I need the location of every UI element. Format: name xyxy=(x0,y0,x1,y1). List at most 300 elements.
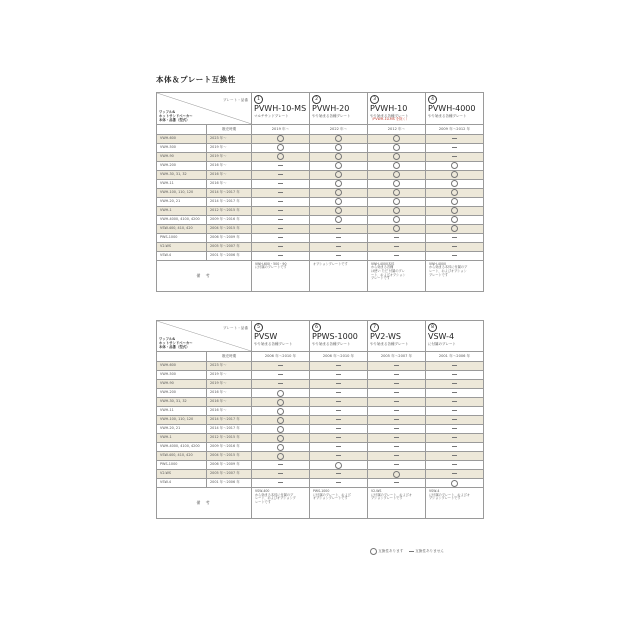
compat-cell xyxy=(426,233,484,242)
product-desc: やり始まる各種プレート xyxy=(312,114,351,118)
compat-cell xyxy=(426,188,484,197)
note-cell: VWH-4000 から始まる本体に付属のプ レート、およびオプション プレートです xyxy=(426,260,484,291)
dash-icon xyxy=(452,392,457,393)
model-cell: VWH-200 xyxy=(157,389,207,398)
note-cell: VSW-400 から始まる本体に付属のプ レート、およびオプションプ レートです xyxy=(252,488,310,519)
compat-cell xyxy=(426,470,484,479)
compat-cell xyxy=(368,134,426,143)
dash-icon xyxy=(452,374,457,375)
corner-plate-label: プレート・品番 xyxy=(222,326,248,330)
compat-cell xyxy=(252,152,310,161)
compat-cell xyxy=(426,434,484,443)
circle-icon xyxy=(393,198,400,205)
period-cell: 2009 年～2016 年 xyxy=(207,215,252,224)
table-row xyxy=(157,152,484,161)
dash-icon xyxy=(336,383,341,384)
circle-icon xyxy=(393,207,400,214)
circle-icon xyxy=(335,171,342,178)
circle-icon xyxy=(451,198,458,205)
model-col-header xyxy=(157,352,207,362)
compat-cell xyxy=(368,215,426,224)
page-title: 本体＆プレート互換性 xyxy=(156,75,236,84)
compat-cell xyxy=(368,170,426,179)
circle-icon xyxy=(277,453,284,460)
product-desc: やり始まる各種プレート xyxy=(312,342,351,346)
period-cell: 2004 年～2015 年 xyxy=(207,452,252,461)
compat-cell xyxy=(368,443,426,452)
circle-icon xyxy=(335,135,342,142)
compat-cell xyxy=(426,143,484,152)
dash-icon xyxy=(278,473,283,474)
compat-cell xyxy=(310,407,368,416)
table-row xyxy=(157,143,484,152)
dash-icon xyxy=(278,374,283,375)
compat-cell xyxy=(252,215,310,224)
circle-icon xyxy=(335,144,342,151)
dash-icon xyxy=(452,437,457,438)
circle-icon xyxy=(335,180,342,187)
model-cell: VWH-1 xyxy=(157,434,207,443)
compat-cell xyxy=(252,179,310,188)
model-cell: VWH-600 xyxy=(157,362,207,371)
table-row xyxy=(157,170,484,179)
note-cell: PWS-1000 に付属のプレート、および オプションプレートです xyxy=(310,488,368,519)
period-cell: 2006 年～2009 年 xyxy=(207,461,252,470)
compat-cell xyxy=(252,134,310,143)
table-row xyxy=(157,215,484,224)
compat-cell xyxy=(310,425,368,434)
product-header xyxy=(368,321,426,352)
compat-cell xyxy=(252,224,310,233)
dash-icon xyxy=(336,246,341,247)
compat-cell xyxy=(310,380,368,389)
compat-cell xyxy=(368,371,426,380)
circle-icon xyxy=(370,548,377,555)
table-row xyxy=(157,371,484,380)
product-number-badge: 4 xyxy=(428,95,437,104)
period-cell: 2009 年～2016 年 xyxy=(207,443,252,452)
dash-icon xyxy=(394,383,399,384)
model-cell: PWS-1000 xyxy=(157,461,207,470)
dash-icon xyxy=(278,183,283,184)
dash-icon xyxy=(452,237,457,238)
compat-cell xyxy=(368,362,426,371)
dash-icon xyxy=(409,551,414,552)
product-period: 2012 年～ xyxy=(368,124,426,134)
compat-cell xyxy=(252,425,310,434)
legend xyxy=(370,548,444,555)
compat-cell xyxy=(368,179,426,188)
dash-icon xyxy=(336,437,341,438)
period-cell: 2001 年～2006 年 xyxy=(207,251,252,260)
model-cell: VWH-90 xyxy=(157,380,207,389)
compat-cell xyxy=(426,416,484,425)
product-number-badge: 8 xyxy=(428,323,437,332)
compat-cell xyxy=(368,461,426,470)
compat-cell xyxy=(310,206,368,215)
product-period: 2001 年～2006 年 xyxy=(426,352,484,362)
table-row xyxy=(157,443,484,452)
compat-cell xyxy=(310,215,368,224)
compat-cell xyxy=(368,251,426,260)
circle-icon xyxy=(277,390,284,397)
compat-cell xyxy=(368,434,426,443)
period-cell: 2005 年～2007 年 xyxy=(207,470,252,479)
table-row xyxy=(157,179,484,188)
circle-icon xyxy=(277,426,284,433)
dash-icon xyxy=(394,437,399,438)
circle-icon xyxy=(277,399,284,406)
circle-icon xyxy=(277,408,284,415)
product-period: 2006 年～2010 年 xyxy=(252,352,310,362)
period-cell: 2019 年～ xyxy=(207,380,252,389)
product-number-badge: 1 xyxy=(254,95,263,104)
dash-icon xyxy=(336,482,341,483)
table-row xyxy=(157,407,484,416)
compat-cell xyxy=(426,452,484,461)
dash-icon xyxy=(394,246,399,247)
model-cell: VWH-11 xyxy=(157,179,207,188)
model-cell: VWH-500 xyxy=(157,371,207,380)
compat-cell xyxy=(252,143,310,152)
compat-cell xyxy=(426,224,484,233)
compat-cell xyxy=(368,452,426,461)
table-row xyxy=(157,161,484,170)
period-cell: 2012 年～2015 年 xyxy=(207,434,252,443)
compat-cell xyxy=(368,398,426,407)
circle-icon xyxy=(277,135,284,142)
compat-cell xyxy=(310,179,368,188)
product-header xyxy=(310,321,368,352)
compat-cell xyxy=(310,461,368,470)
dash-icon xyxy=(394,365,399,366)
compat-cell xyxy=(426,134,484,143)
table-row xyxy=(157,461,484,470)
compat-cell xyxy=(252,206,310,215)
period-cell: 2019 年～ xyxy=(207,143,252,152)
compat-cell xyxy=(252,434,310,443)
period-cell: 2016 年～ xyxy=(207,407,252,416)
model-cell: VWH-200 xyxy=(157,161,207,170)
dash-icon xyxy=(452,401,457,402)
compat-cell xyxy=(426,197,484,206)
dash-icon xyxy=(278,210,283,211)
product-number-badge: 7 xyxy=(370,323,379,332)
dash-icon xyxy=(336,410,341,411)
circle-icon xyxy=(393,225,400,232)
compat-cell xyxy=(368,470,426,479)
compat-cell xyxy=(310,470,368,479)
corner-header xyxy=(157,321,252,352)
table-row xyxy=(157,251,484,260)
product-desc-note: （PVWH-10-MS を除く） xyxy=(370,117,410,122)
model-cell: VWH-4000, 4100, 4200 xyxy=(157,443,207,452)
product-period: 2006 年～2010 年 xyxy=(310,352,368,362)
compat-cell xyxy=(310,434,368,443)
circle-icon xyxy=(393,144,400,151)
circle-icon xyxy=(451,225,458,232)
model-cell: VWH-30, 31, 32 xyxy=(157,398,207,407)
product-name: PPWS-1000 xyxy=(312,332,358,341)
dash-icon xyxy=(394,237,399,238)
table-row xyxy=(157,416,484,425)
compat-cell xyxy=(426,461,484,470)
compat-cell xyxy=(252,416,310,425)
dash-icon xyxy=(452,446,457,447)
compat-cell xyxy=(310,389,368,398)
circle-icon xyxy=(335,462,342,469)
compat-cell xyxy=(252,443,310,452)
model-cell: VWH-20, 21 xyxy=(157,197,207,206)
dash-icon xyxy=(452,419,457,420)
table-row xyxy=(157,389,484,398)
dash-icon xyxy=(278,246,283,247)
dash-icon xyxy=(452,365,457,366)
legend-incompatible-label: 互換性ありません xyxy=(415,549,444,553)
table-row xyxy=(157,188,484,197)
product-desc: マルチサンドプレート xyxy=(254,114,289,118)
model-cell: VWH-1 xyxy=(157,206,207,215)
period-cell: 2006 年～2009 年 xyxy=(207,233,252,242)
compat-cell xyxy=(252,242,310,251)
dash-icon xyxy=(452,147,457,148)
circle-icon xyxy=(451,207,458,214)
compat-cell xyxy=(368,416,426,425)
period-cell: 2005 年～2007 年 xyxy=(207,242,252,251)
dash-icon xyxy=(452,464,457,465)
product-desc: に付属のプレート xyxy=(428,342,456,346)
model-cell: V2-WS xyxy=(157,470,207,479)
compat-cell xyxy=(426,443,484,452)
period-cell: 2023 年～ xyxy=(207,362,252,371)
compat-cell xyxy=(310,170,368,179)
model-cell: VSW-4 xyxy=(157,251,207,260)
dash-icon xyxy=(278,174,283,175)
dash-icon xyxy=(278,228,283,229)
dash-icon xyxy=(336,365,341,366)
compat-cell xyxy=(310,152,368,161)
circle-icon xyxy=(393,135,400,142)
dash-icon xyxy=(452,455,457,456)
notes-label: 備 考 xyxy=(157,260,252,291)
compat-cell xyxy=(310,197,368,206)
compat-cell xyxy=(310,242,368,251)
circle-icon xyxy=(393,216,400,223)
compat-cell xyxy=(426,425,484,434)
table-row xyxy=(157,362,484,371)
corner-model-label: ワッフル& ホットサンドベーカー 本体・品番（型式） xyxy=(159,336,193,349)
note-cell: VWH-4000本体 から始まる各種 は使い ただ 付属のプレ ート、およびオプション プレートです xyxy=(368,260,426,291)
model-cell: VWH-20, 21 xyxy=(157,425,207,434)
table-body xyxy=(157,362,484,488)
dash-icon xyxy=(278,255,283,256)
compat-cell xyxy=(426,362,484,371)
compat-cell xyxy=(252,188,310,197)
dash-icon xyxy=(452,473,457,474)
dash-icon xyxy=(336,455,341,456)
circle-icon xyxy=(335,189,342,196)
dash-icon xyxy=(452,138,457,139)
compat-cell xyxy=(426,179,484,188)
circle-icon xyxy=(393,162,400,169)
compat-cell xyxy=(310,224,368,233)
dash-icon xyxy=(394,482,399,483)
compat-cell xyxy=(426,251,484,260)
compat-cell xyxy=(368,197,426,206)
table-row xyxy=(157,134,484,143)
compat-cell xyxy=(252,380,310,389)
product-period: 2022 年～ xyxy=(310,124,368,134)
model-cell: VSW-400, 410, 420 xyxy=(157,224,207,233)
circle-icon xyxy=(451,162,458,169)
compat-cell xyxy=(252,479,310,488)
compat-cell xyxy=(368,425,426,434)
compat-cell xyxy=(310,134,368,143)
circle-icon xyxy=(393,153,400,160)
notes-label: 備 考 xyxy=(157,488,252,519)
compat-cell xyxy=(310,233,368,242)
product-period: 2009 年～2012 年 xyxy=(426,124,484,134)
note-cell: V2-WS に付属のプレート、およびオ プションプレートです xyxy=(368,488,426,519)
dash-icon xyxy=(336,401,341,402)
model-cell: PWS-1000 xyxy=(157,233,207,242)
period-cell: 2001 年～2006 年 xyxy=(207,479,252,488)
corner-header xyxy=(157,93,252,125)
dash-icon xyxy=(278,219,283,220)
compat-cell xyxy=(368,161,426,170)
compat-cell xyxy=(310,143,368,152)
compat-cell xyxy=(368,479,426,488)
compat-cell xyxy=(426,389,484,398)
period-cell: 2019 年～ xyxy=(207,371,252,380)
period-cell: 2014 年～2017 年 xyxy=(207,416,252,425)
dash-icon xyxy=(336,392,341,393)
product-desc: やり始まる各種プレート xyxy=(428,114,467,118)
product-desc: やり始まる各種プレート xyxy=(370,342,409,346)
compat-cell xyxy=(426,206,484,215)
product-number-badge: 2 xyxy=(312,95,321,104)
compat-cell xyxy=(252,461,310,470)
compat-cell xyxy=(252,170,310,179)
circle-icon xyxy=(277,417,284,424)
dash-icon xyxy=(278,383,283,384)
table-row xyxy=(157,206,484,215)
table-row xyxy=(157,434,484,443)
circle-icon xyxy=(393,471,400,478)
dash-icon xyxy=(278,165,283,166)
dash-icon xyxy=(394,255,399,256)
dash-icon xyxy=(278,192,283,193)
dash-icon xyxy=(278,482,283,483)
note-cell: オプションプレートです xyxy=(310,260,368,291)
compat-cell xyxy=(310,188,368,197)
circle-icon xyxy=(451,216,458,223)
product-header xyxy=(426,321,484,352)
compat-cell xyxy=(368,188,426,197)
dash-icon xyxy=(452,246,457,247)
dash-icon xyxy=(452,156,457,157)
circle-icon xyxy=(393,189,400,196)
model-cell: VWH-11 xyxy=(157,407,207,416)
dash-icon xyxy=(336,428,341,429)
compat-cell xyxy=(368,143,426,152)
product-header xyxy=(252,321,310,352)
model-cell: VWH-500 xyxy=(157,143,207,152)
compat-cell xyxy=(368,152,426,161)
model-cell: VWH-100, 110, 120 xyxy=(157,188,207,197)
model-cell: VWH-30, 31, 32 xyxy=(157,170,207,179)
dash-icon xyxy=(394,374,399,375)
circle-icon xyxy=(277,435,284,442)
period-cell: 2016 年～ xyxy=(207,179,252,188)
product-name: PVWH-10-MS xyxy=(254,104,307,113)
table-row xyxy=(157,224,484,233)
dash-icon xyxy=(394,464,399,465)
dash-icon xyxy=(336,237,341,238)
compat-cell xyxy=(310,452,368,461)
compat-cell xyxy=(368,380,426,389)
circle-icon xyxy=(277,153,284,160)
corner-model-label: ワッフル& ホットサンドベーカー 本体・品番（型式） xyxy=(159,109,193,122)
corner-plate-label: プレート・品番 xyxy=(222,98,248,102)
compat-cell xyxy=(368,389,426,398)
model-cell: VWH-600 xyxy=(157,134,207,143)
product-number-badge: 3 xyxy=(370,95,379,104)
product-number-badge: 5 xyxy=(254,323,263,332)
period-cell: 2014 年～2017 年 xyxy=(207,425,252,434)
table-row xyxy=(157,197,484,206)
dash-icon xyxy=(336,374,341,375)
compat-cell xyxy=(368,224,426,233)
dash-icon xyxy=(394,410,399,411)
dash-icon xyxy=(278,464,283,465)
product-number-badge: 6 xyxy=(312,323,321,332)
dash-icon xyxy=(452,428,457,429)
dash-icon xyxy=(278,237,283,238)
compat-cell xyxy=(426,161,484,170)
dash-icon xyxy=(278,365,283,366)
model-cell: VSW-400, 410, 420 xyxy=(157,452,207,461)
model-cell: VWH-90 xyxy=(157,152,207,161)
dash-icon xyxy=(452,383,457,384)
compat-cell xyxy=(252,452,310,461)
compat-cell xyxy=(426,242,484,251)
table-row xyxy=(157,233,484,242)
compat-cell xyxy=(252,161,310,170)
circle-icon xyxy=(451,189,458,196)
dash-icon xyxy=(336,419,341,420)
dash-icon xyxy=(394,455,399,456)
table-row xyxy=(157,470,484,479)
product-header xyxy=(426,93,484,125)
circle-icon xyxy=(335,198,342,205)
compat-cell xyxy=(252,362,310,371)
table-row xyxy=(157,452,484,461)
compat-table-2 xyxy=(156,320,484,519)
compat-cell xyxy=(426,380,484,389)
table-row xyxy=(157,479,484,488)
circle-icon xyxy=(451,480,458,487)
compat-cell xyxy=(368,206,426,215)
dash-icon xyxy=(394,419,399,420)
circle-icon xyxy=(393,171,400,178)
table-body xyxy=(157,134,484,260)
compat-cell xyxy=(310,251,368,260)
model-cell: V2-WS xyxy=(157,242,207,251)
circle-icon xyxy=(277,444,284,451)
compat-cell xyxy=(252,407,310,416)
period-cell: 2019 年～ xyxy=(207,152,252,161)
